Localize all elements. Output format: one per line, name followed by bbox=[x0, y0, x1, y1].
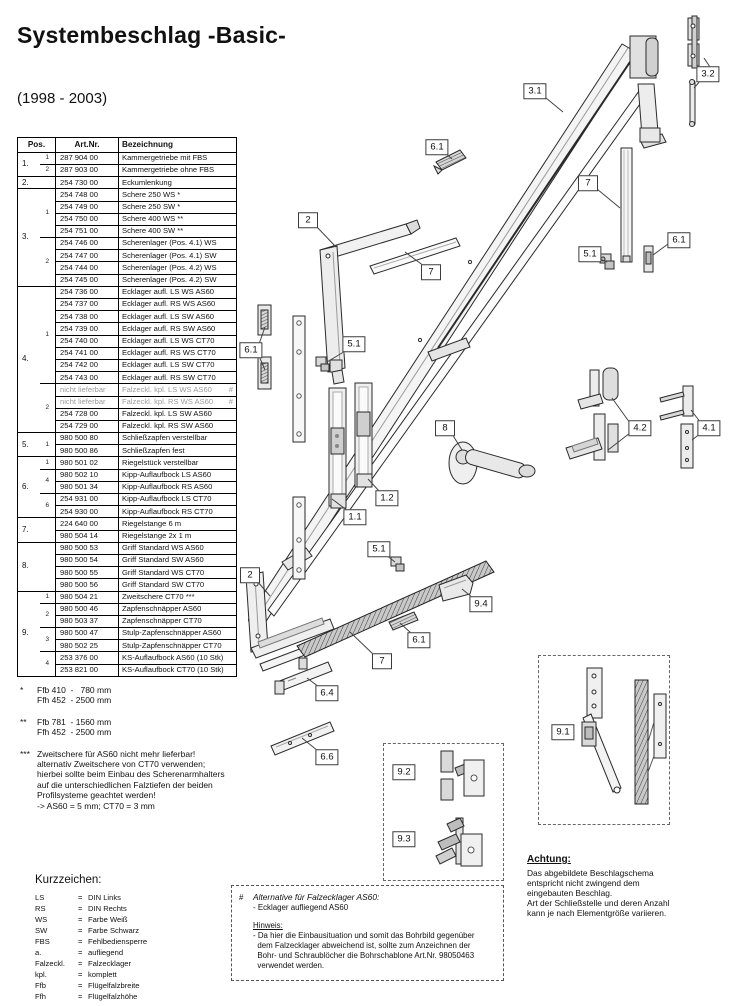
callout-6.4: 6.4 bbox=[315, 685, 338, 701]
artnr-cell: 254 931 00 bbox=[56, 494, 119, 506]
callout-5.1: 5.1 bbox=[342, 336, 365, 352]
bezeichnung-cell: Zweitschere CT70 *** bbox=[119, 591, 237, 603]
abbr: FBS bbox=[35, 937, 50, 946]
bezeichnung-cell: Scherenlager (Pos. 4.2) WS bbox=[119, 262, 237, 274]
callout-9.4: 9.4 bbox=[469, 596, 492, 612]
pos-cell: 2. bbox=[18, 177, 56, 189]
definition: Falzecklager bbox=[88, 959, 132, 968]
bezeichnung-cell: Riegelstange 2x 1 m bbox=[119, 530, 237, 542]
bezeichnung-cell: Griff Standard WS AS60 bbox=[119, 542, 237, 554]
pos-cell: 9. bbox=[18, 591, 40, 676]
abbr: a. bbox=[35, 948, 42, 957]
bezeichnung-cell: Zapfenschnäpper CT70 bbox=[119, 615, 237, 627]
achtung-heading: Achtung: bbox=[527, 854, 571, 865]
footnote-marker: *** bbox=[20, 748, 30, 759]
callout-6.1: 6.1 bbox=[407, 632, 430, 648]
sub-pos-cell: 1 bbox=[40, 457, 56, 469]
bezeichnung-cell: Schere 400 SW ** bbox=[119, 225, 237, 237]
artnr-cell: 254 750 00 bbox=[56, 213, 119, 225]
bezeichnung-cell: Ecklager aufl. LS SW CT70 bbox=[119, 359, 237, 371]
callout-7: 7 bbox=[372, 653, 392, 669]
artnr-cell: 254 747 00 bbox=[56, 250, 119, 262]
group-91-box bbox=[538, 655, 670, 825]
pos-cell: 6. bbox=[18, 457, 40, 518]
artnr-cell: 254 742 00 bbox=[56, 359, 119, 371]
bezeichnung-cell: Schließzapfen fest bbox=[119, 445, 237, 457]
artnr-cell: 980 502 10 bbox=[56, 469, 119, 481]
artnr-cell: 254 744 00 bbox=[56, 262, 119, 274]
bezeichnung-cell: KS-Auflaufbock CT70 (10 Stk) bbox=[119, 664, 237, 676]
callout-8: 8 bbox=[435, 420, 455, 436]
bezeichnung-cell: Falzeckl. kpl. RS WS AS60 # bbox=[119, 396, 237, 408]
sub-pos-cell: 2 bbox=[40, 384, 56, 433]
callout-7: 7 bbox=[421, 264, 441, 280]
bezeichnung-cell: Kipp-Auflaufbock RS AS60 bbox=[119, 481, 237, 493]
faceplate-left-drawing bbox=[258, 305, 329, 442]
footnote-text: Ffb 781 - 1560 mm Ffh 452 - 2500 mm bbox=[37, 716, 112, 738]
footnote-text: Zweitschere für AS60 nicht mehr lieferbar! alternativ Zweitschere von CT70 verwenden; hierbei sollte beim Einbau des Scherenarmhalters auf die unterschiedlichen Falztiefen der beiden Profilsysteme geachtet werden! -> AS60 = 5 mm; CT70 = 3 mm bbox=[37, 748, 225, 811]
bezeichnung-cell: Ecklager aufl. LS WS AS60 bbox=[119, 286, 237, 298]
bezeichnung-cell: Kammergetriebe ohne FBS bbox=[119, 164, 237, 176]
corner-hinge-42-drawing bbox=[566, 368, 618, 460]
bezeichnung-cell: Ecklager aufl. LS SW AS60 bbox=[119, 311, 237, 323]
bezeichnung-cell: Schere 250 SW * bbox=[119, 201, 237, 213]
callout-1.1: 1.1 bbox=[343, 509, 366, 525]
callout-2: 2 bbox=[240, 567, 260, 583]
artnr-cell: 980 504 21 bbox=[56, 591, 119, 603]
sub-pos-cell: 2 bbox=[40, 603, 56, 627]
sub-pos-cell: 1 bbox=[40, 591, 56, 603]
artnr-cell: 254 743 00 bbox=[56, 372, 119, 384]
achtung-line: Art der Schließstelle und deren Anzahl bbox=[527, 898, 670, 908]
bezeichnung-cell: Kipp-Auflaufbock LS CT70 bbox=[119, 494, 237, 506]
artnr-cell: 254 740 00 bbox=[56, 335, 119, 347]
locking-rail-right-drawing bbox=[600, 148, 653, 272]
artnr-cell: 980 500 46 bbox=[56, 603, 119, 615]
artnr-cell: 980 503 37 bbox=[56, 615, 119, 627]
col-header-pos: Pos. bbox=[18, 138, 56, 153]
col-header-artnr: Art.Nr. bbox=[56, 138, 119, 153]
equals-sign: = bbox=[78, 948, 83, 957]
bezeichnung-cell: Kammergetriebe mit FBS bbox=[119, 152, 237, 164]
artnr-cell: 224 640 00 bbox=[56, 518, 119, 530]
equals-sign: = bbox=[78, 915, 83, 924]
bezeichnung-cell: Stulp-Zapfenschnäpper AS60 bbox=[119, 628, 237, 640]
sub-pos-cell: 4 bbox=[40, 652, 56, 676]
callout-6.1: 6.1 bbox=[667, 232, 690, 248]
bezeichnung-cell: Scherenlager (Pos. 4.1) SW bbox=[119, 250, 237, 262]
bezeichnung-cell: Ecklager aufl. RS SW AS60 bbox=[119, 323, 237, 335]
hinweis-lines bbox=[253, 931, 498, 970]
artnr-cell: 980 500 86 bbox=[56, 445, 119, 457]
definition: Flügelfalzbreite bbox=[88, 981, 140, 990]
sub-pos-cell: 6 bbox=[40, 494, 56, 518]
callout-9.1: 9.1 bbox=[551, 724, 574, 740]
equals-sign: = bbox=[78, 992, 83, 1001]
hinweis-line: verwendet werden. bbox=[253, 960, 325, 970]
callout-3.1: 3.1 bbox=[523, 83, 546, 99]
handle-drawing bbox=[449, 442, 535, 484]
hash-marker: # bbox=[228, 384, 233, 394]
bezeichnung-cell: Ecklager aufl. RS SW CT70 bbox=[119, 372, 237, 384]
equals-sign: = bbox=[78, 937, 83, 946]
equals-sign: = bbox=[78, 926, 83, 935]
definition: Farbe Schwarz bbox=[88, 926, 140, 935]
abbr: WS bbox=[35, 915, 48, 924]
definition: DIN Links bbox=[88, 893, 121, 902]
hinweis-heading: Hinweis: bbox=[253, 920, 283, 930]
artnr-cell: 980 501 02 bbox=[56, 457, 119, 469]
definition: komplett bbox=[88, 970, 117, 979]
equals-sign: = bbox=[78, 981, 83, 990]
definition: DIN Rechts bbox=[88, 904, 127, 913]
artnr-cell: 980 501 34 bbox=[56, 481, 119, 493]
bezeichnung-cell: Falzeckl. kpl. LS SW AS60 bbox=[119, 408, 237, 420]
page-subtitle: (1998 - 2003) bbox=[17, 90, 108, 107]
footnote-marker: ** bbox=[20, 716, 27, 727]
pos-cell: 5. bbox=[18, 433, 40, 457]
artnr-cell: nicht lieferbar bbox=[56, 384, 119, 396]
col-header-bezeichnung: Bezeichnung bbox=[119, 138, 237, 153]
callout-5.1: 5.1 bbox=[578, 246, 601, 262]
definition: Farbe Weiß bbox=[88, 915, 128, 924]
artnr-cell: 254 739 00 bbox=[56, 323, 119, 335]
pos-cell: 8. bbox=[18, 542, 56, 591]
equals-sign: = bbox=[78, 904, 83, 913]
artnr-cell: 287 904 00 bbox=[56, 152, 119, 164]
equals-sign: = bbox=[78, 970, 83, 979]
artnr-cell: 254 751 00 bbox=[56, 225, 119, 237]
callout-9.2: 9.2 bbox=[392, 764, 415, 780]
artnr-cell: 287 903 00 bbox=[56, 164, 119, 176]
bezeichnung-cell: Riegelstück verstellbar bbox=[119, 457, 237, 469]
artnr-cell: 254 749 00 bbox=[56, 201, 119, 213]
artnr-cell: nicht lieferbar bbox=[56, 396, 119, 408]
scissor-stay-drawing bbox=[249, 36, 667, 626]
artnr-cell: 980 500 55 bbox=[56, 567, 119, 579]
bezeichnung-cell: KS-Auflaufbock AS60 (10 Stk) bbox=[119, 652, 237, 664]
abbr: SW bbox=[35, 926, 48, 935]
page-title: Systembeschlag -Basic- bbox=[17, 22, 287, 48]
sub-pos-cell: 1 bbox=[40, 286, 56, 384]
artnr-cell: 253 821 00 bbox=[56, 664, 119, 676]
callout-2: 2 bbox=[298, 212, 318, 228]
sub-pos-cell: 1 bbox=[40, 189, 56, 238]
artnr-cell: 254 741 00 bbox=[56, 347, 119, 359]
alternative-item: - Ecklager aufliegend AS60 bbox=[253, 902, 349, 912]
achtung-line: entspricht nicht zwingend dem bbox=[527, 878, 640, 888]
bezeichnung-cell: Eckumlenkung bbox=[119, 177, 237, 189]
artnr-cell: 980 502 25 bbox=[56, 640, 119, 652]
artnr-cell: 980 500 54 bbox=[56, 554, 119, 566]
sub-pos-cell: 2 bbox=[40, 238, 56, 287]
bezeichnung-cell: Ecklager aufl. RS WS AS60 bbox=[119, 299, 237, 311]
definition: Fehlbediensperre bbox=[88, 937, 148, 946]
corner-hinge-41-drawing bbox=[660, 386, 693, 468]
alternative-title: Alternative für Falzecklager AS60: bbox=[253, 892, 380, 902]
abbr: Falzeckl. bbox=[35, 959, 65, 968]
equals-sign: = bbox=[78, 959, 83, 968]
abbr: Ffh bbox=[35, 992, 46, 1001]
artnr-cell: 254 736 00 bbox=[56, 286, 119, 298]
callout-5.1: 5.1 bbox=[367, 541, 390, 557]
bezeichnung-cell: Griff Standard SW AS60 bbox=[119, 554, 237, 566]
callout-3.2: 3.2 bbox=[696, 66, 719, 82]
footnote-marker: * bbox=[20, 685, 24, 695]
abbr: kpl. bbox=[35, 970, 47, 979]
achtung-line: Das abgebildete Beschlagschema bbox=[527, 868, 654, 878]
bezeichnung-cell: Schere 250 WS * bbox=[119, 189, 237, 201]
pos-cell: 3. bbox=[18, 189, 40, 287]
achtung-line: eingebauten Beschlag. bbox=[527, 888, 613, 898]
achtung-line: kann je nach Elementgröße variieren. bbox=[527, 908, 667, 918]
bezeichnung-cell: Ecklager aufl. RS WS CT70 bbox=[119, 347, 237, 359]
bezeichnung-cell: Falzeckl. kpl. RS SW AS60 bbox=[119, 420, 237, 432]
bezeichnung-cell: Griff Standard WS CT70 bbox=[119, 567, 237, 579]
callout-9.3: 9.3 bbox=[392, 831, 415, 847]
bezeichnung-cell: Kipp-Auflaufbock LS AS60 bbox=[119, 469, 237, 481]
definition: Flügelfalzhöhe bbox=[88, 992, 138, 1001]
artnr-cell: 254 729 00 bbox=[56, 420, 119, 432]
hinweis-line: dem Falzecklager abweichend ist, sollte zum Anzeichnen der bbox=[253, 941, 471, 951]
equals-sign: = bbox=[78, 893, 83, 902]
callout-4.2: 4.2 bbox=[628, 420, 651, 436]
artnr-cell: 254 737 00 bbox=[56, 299, 119, 311]
artnr-cell: 254 748 00 bbox=[56, 189, 119, 201]
bezeichnung-cell: Schließzapfen verstellbar bbox=[119, 433, 237, 445]
artnr-cell: 980 500 56 bbox=[56, 579, 119, 591]
bezeichnung-cell: Scherenlager (Pos. 4.2) SW bbox=[119, 274, 237, 286]
bezeichnung-cell: Schere 400 WS ** bbox=[119, 213, 237, 225]
artnr-cell: 253 376 00 bbox=[56, 652, 119, 664]
pos-cell: 7. bbox=[18, 518, 56, 542]
callout-7: 7 bbox=[578, 175, 598, 191]
sub-pos-cell: 2 bbox=[40, 164, 56, 176]
callout-6.6: 6.6 bbox=[315, 749, 338, 765]
bezeichnung-cell: Kipp-Auflaufbock RS CT70 bbox=[119, 506, 237, 518]
hinweis-line: Bohr- und Schraublöcher die Bohrschablone Art.Nr. 98050463 bbox=[253, 950, 475, 960]
sub-pos-cell: 1 bbox=[40, 152, 56, 164]
bezeichnung-cell: Zapfenschnäpper AS60 bbox=[119, 603, 237, 615]
bezeichnung-cell: Stulp-Zapfenschnäpper CT70 bbox=[119, 640, 237, 652]
sub-pos-cell: 4 bbox=[40, 469, 56, 493]
kurzzeichen-heading: Kurzzeichen: bbox=[35, 874, 102, 886]
artnr-cell: 254 930 00 bbox=[56, 506, 119, 518]
abbr: LS bbox=[35, 893, 45, 902]
bezeichnung-cell: Falzeckl. kpl. LS WS AS60 # bbox=[119, 384, 237, 396]
hash-marker: # bbox=[239, 893, 244, 902]
artnr-cell: 254 730 00 bbox=[56, 177, 119, 189]
artnr-cell: 980 500 80 bbox=[56, 433, 119, 445]
corner-drive-top-drawing bbox=[320, 220, 460, 384]
pos-cell: 1. bbox=[18, 152, 40, 176]
artnr-cell: 254 746 00 bbox=[56, 238, 119, 250]
footnote-text: Ffb 410 - 780 mm Ffh 452 - 2500 mm bbox=[37, 685, 112, 706]
bezeichnung-cell: Scherenlager (Pos. 4.1) WS bbox=[119, 238, 237, 250]
definition: aufliegend bbox=[88, 948, 124, 957]
artnr-cell: 980 500 47 bbox=[56, 628, 119, 640]
callout-6.1: 6.1 bbox=[239, 342, 262, 358]
artnr-cell: 980 504 14 bbox=[56, 530, 119, 542]
pos-cell: 4. bbox=[18, 286, 40, 432]
abbr: Ffb bbox=[35, 981, 46, 990]
sub-pos-cell: 3 bbox=[40, 628, 56, 652]
artnr-cell: 254 745 00 bbox=[56, 274, 119, 286]
artnr-cell: 980 500 53 bbox=[56, 542, 119, 554]
bezeichnung-cell: Ecklager aufl. LS WS CT70 bbox=[119, 335, 237, 347]
callout-4.1: 4.1 bbox=[697, 420, 720, 436]
hash-marker: # bbox=[228, 396, 233, 406]
alternative-note-box bbox=[231, 885, 504, 981]
callout-6.1: 6.1 bbox=[425, 139, 448, 155]
abbr: RS bbox=[35, 904, 46, 913]
bezeichnung-cell: Griff Standard SW CT70 bbox=[119, 579, 237, 591]
bezeichnung-cell: Riegelstange 6 m bbox=[119, 518, 237, 530]
hinweis-line: - Da hier die Einbausituation und somit das Bohrbild gegenüber bbox=[253, 931, 475, 941]
artnr-cell: 254 728 00 bbox=[56, 408, 119, 420]
callout-1.2: 1.2 bbox=[375, 490, 398, 506]
sub-pos-cell: 1 bbox=[40, 433, 56, 457]
artnr-cell: 254 738 00 bbox=[56, 311, 119, 323]
